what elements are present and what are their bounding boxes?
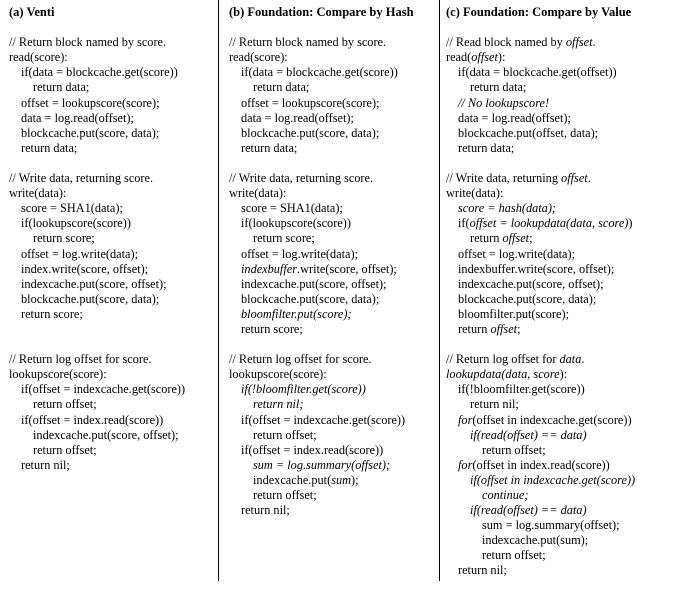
blank-line — [9, 337, 215, 352]
code-line — [229, 216, 436, 231]
code-segment: data = log.read(offset); — [458, 110, 571, 125]
code-line — [229, 367, 436, 382]
code-segment: bloomfilter.put(score); — [241, 306, 352, 321]
code-segment: data = log.read(offset); — [241, 110, 354, 125]
code-line — [9, 126, 215, 141]
code-segment: lookupscore(score): — [9, 367, 107, 382]
blank-line — [9, 322, 215, 337]
code-line — [446, 35, 679, 50]
code-segment: offset = lookupscore(score); — [21, 95, 160, 110]
code-line — [9, 352, 215, 367]
code-line — [446, 201, 679, 216]
column-divider — [439, 0, 440, 581]
code-segment: if(lookupscore(score)) — [241, 216, 351, 231]
code-segment: return data; — [253, 80, 310, 95]
code-line — [446, 65, 679, 80]
code-line — [9, 35, 215, 50]
code-line — [446, 186, 679, 201]
code-segment: // Read block named by — [446, 35, 566, 50]
code-segment: score = hash(data); — [458, 201, 557, 216]
code-segment: indexcache.put(score, offset); — [33, 427, 179, 442]
code-segment: read(score): — [9, 50, 68, 65]
code-line — [229, 50, 436, 65]
code-lines — [9, 20, 215, 473]
code-segment: lookupdata(data, score — [446, 367, 560, 382]
code-segment: // Write data, returning score. — [9, 171, 154, 186]
code-line — [229, 428, 436, 443]
code-segment: return offset; — [33, 397, 97, 412]
code-segment: . — [587, 171, 591, 186]
code-line — [446, 563, 679, 578]
code-line — [229, 247, 436, 262]
code-segment: score = SHA1(data); — [21, 201, 123, 216]
code-segment: if(offset = indexcache.get(score)) — [21, 382, 186, 397]
code-segment: indexcache.put( — [253, 472, 332, 487]
code-segment: . — [592, 35, 596, 50]
code-segment: read(score): — [229, 50, 288, 65]
code-segment: ; — [517, 321, 521, 336]
code-line — [446, 262, 679, 277]
code-line — [446, 518, 679, 533]
blank-line — [229, 20, 436, 35]
code-segment: offset — [565, 35, 593, 50]
code-line — [446, 277, 679, 292]
code-line — [229, 473, 436, 488]
code-segment: offset = log.write(data); — [21, 246, 139, 261]
code-segment: offset = log.write(data); — [458, 246, 576, 261]
code-segment: return offset; — [253, 488, 317, 502]
code-line — [446, 352, 679, 367]
code-segment: offset — [471, 50, 498, 65]
code-line — [9, 231, 215, 246]
code-line — [229, 292, 436, 307]
code-segment: sum = log.summary(offset); — [482, 518, 620, 533]
code-line — [9, 458, 215, 473]
column-foundation-compare-by-value — [446, 5, 679, 579]
code-line — [229, 65, 436, 80]
code-line — [446, 413, 679, 428]
code-segment: // Return block named by score. — [229, 35, 387, 50]
code-line — [446, 96, 679, 111]
code-segment: if(lookupscore(score)) — [21, 216, 131, 231]
code-segment: data = log.read(offset); — [21, 110, 134, 125]
code-line — [9, 443, 215, 458]
column-venti — [9, 5, 215, 473]
code-line — [9, 367, 215, 382]
code-line — [229, 322, 436, 337]
code-line — [446, 126, 679, 141]
code-line — [229, 231, 436, 246]
code-segment: indexcache.put(score, offset); — [458, 276, 604, 291]
code-line — [9, 201, 215, 216]
code-segment: return — [458, 321, 491, 336]
code-segment: sum = log.summary(offset); — [253, 457, 391, 472]
code-segment: if(read(offset) == data) — [470, 427, 587, 442]
code-line — [446, 111, 679, 126]
code-line — [229, 382, 436, 397]
code-segment: return score; — [241, 321, 303, 336]
code-segment: // No lookupscore! — [458, 95, 550, 110]
code-segment: // Return log offset for score. — [229, 352, 372, 367]
code-line — [229, 352, 436, 367]
code-segment: if(offset = index.read(score)) — [241, 442, 384, 457]
blank-line — [446, 337, 679, 352]
code-segment: // Return log offset for score. — [9, 352, 152, 367]
code-segment: return offset; — [482, 442, 546, 457]
code-segment: ): — [559, 367, 568, 382]
code-line — [446, 292, 679, 307]
column-divider — [218, 0, 219, 581]
code-segment: offset — [490, 321, 518, 336]
code-line — [229, 126, 436, 141]
code-segment: if(!bloomfilter.get(score)) — [458, 382, 585, 397]
code-line — [9, 413, 215, 428]
code-lines — [446, 20, 679, 578]
code-line — [229, 201, 436, 216]
code-segment: return score; — [21, 306, 83, 321]
code-segment: return score; — [253, 231, 315, 246]
code-segment: read( — [446, 50, 472, 65]
code-segment: . — [581, 352, 585, 367]
code-line — [446, 458, 679, 473]
code-line — [229, 458, 436, 473]
code-segment: // Write data, returning — [446, 171, 562, 186]
code-line — [9, 96, 215, 111]
code-segment: ) — [628, 216, 633, 231]
code-segment: offset — [502, 231, 530, 246]
code-segment: if( — [458, 216, 470, 231]
code-line — [9, 65, 215, 80]
code-line — [446, 428, 679, 443]
code-line — [446, 367, 679, 382]
code-line — [229, 80, 436, 95]
code-segment: .write(score, offset); — [297, 261, 397, 276]
code-line — [229, 35, 436, 50]
code-segment: if(offset = indexcache.get(score)) — [241, 412, 406, 427]
code-segment: if(data = blockcache.get(score)) — [241, 65, 398, 80]
code-segment: offset — [561, 171, 588, 186]
code-line — [229, 141, 436, 156]
code-line — [9, 277, 215, 292]
code-segment: offset = log.write(data); — [241, 246, 359, 261]
code-line — [446, 80, 679, 95]
code-line — [9, 292, 215, 307]
code-segment: if(offset in indexcache.get(score)) — [470, 472, 636, 487]
code-segment: blockcache.put(score, data); — [21, 125, 160, 140]
code-segment: ); — [351, 472, 359, 487]
code-line — [229, 413, 436, 428]
code-line — [446, 307, 679, 322]
code-line — [446, 397, 679, 412]
code-segment: blockcache.put(score, data); — [241, 291, 380, 306]
code-segment: return score; — [33, 231, 95, 246]
code-line — [229, 503, 436, 518]
column-title-compare-by-hash: (b) Foundation: Compare by Hash — [229, 5, 414, 19]
code-line — [9, 171, 215, 186]
code-segment: if(!bloomfilter.get(score)) — [241, 382, 366, 397]
code-line — [9, 216, 215, 231]
code-line — [9, 186, 215, 201]
code-segment: index.write(score, offset); — [21, 261, 149, 276]
code-line — [9, 428, 215, 443]
code-segment: // Return block named by score. — [9, 35, 167, 50]
blank-line — [446, 156, 679, 171]
code-line — [446, 247, 679, 262]
code-line — [446, 533, 679, 548]
code-line — [446, 141, 679, 156]
code-line — [229, 96, 436, 111]
code-segment: return offset; — [253, 427, 317, 442]
code-segment: return nil; — [21, 457, 70, 472]
code-line — [229, 186, 436, 201]
code-line — [229, 443, 436, 458]
code-segment: blockcache.put(offset, data); — [458, 125, 599, 140]
code-segment: offset = lookupdata(data, score) — [469, 216, 629, 231]
code-segment: indexcache.put(sum); — [482, 533, 589, 548]
code-line — [446, 443, 679, 458]
code-line — [9, 80, 215, 95]
code-line — [229, 262, 436, 277]
code-segment: data — [559, 352, 582, 367]
code-segment: write(data): — [9, 186, 67, 201]
code-line — [229, 171, 436, 186]
code-segment: lookupscore(score): — [229, 367, 327, 382]
column-foundation-compare-by-hash — [229, 5, 436, 518]
code-segment: score = SHA1(data); — [241, 201, 343, 216]
code-segment: for — [458, 412, 473, 427]
blank-line — [9, 20, 215, 35]
code-segment: bloomfilter.put(score); — [458, 306, 569, 321]
code-segment: offset = lookupscore(score); — [241, 95, 380, 110]
code-line — [446, 548, 679, 563]
blank-line — [446, 20, 679, 35]
code-segment: indexcache.put(score, offset); — [21, 276, 167, 291]
code-segment: if(read(offset) == data) — [470, 503, 587, 518]
code-segment: // Return log offset for — [446, 352, 560, 367]
blank-line — [9, 156, 215, 171]
code-segment: // Write data, returning score. — [229, 171, 374, 186]
code-line — [229, 111, 436, 126]
code-line — [9, 397, 215, 412]
code-line — [9, 382, 215, 397]
code-segment: return offset; — [482, 548, 546, 563]
code-segment: blockcache.put(score, data); — [241, 125, 380, 140]
code-line — [446, 216, 679, 231]
column-title-compare-by-value: (c) Foundation: Compare by Value — [446, 5, 632, 19]
code-segment: return data; — [33, 80, 90, 95]
code-segment: write(data): — [229, 186, 287, 201]
code-segment: return offset; — [33, 442, 97, 457]
code-segment: continue; — [482, 488, 529, 502]
code-line — [229, 307, 436, 322]
code-lines — [229, 20, 436, 518]
code-segment: write(data): — [446, 186, 504, 201]
code-segment: blockcache.put(score, data); — [21, 291, 160, 306]
code-segment: (offset in index.read(score)) — [472, 457, 610, 472]
blank-line — [229, 337, 436, 352]
code-segment: return nil; — [241, 503, 290, 518]
blank-line — [229, 156, 436, 171]
code-segment: if(offset = index.read(score)) — [21, 412, 164, 427]
code-segment: return nil; — [458, 563, 507, 578]
code-segment: return — [470, 231, 503, 246]
code-line — [9, 141, 215, 156]
code-segment: ): — [497, 50, 506, 65]
code-line — [229, 277, 436, 292]
code-segment: sum — [331, 472, 352, 487]
code-segment: (offset in indexcache.get(score)) — [472, 412, 632, 427]
code-line — [229, 397, 436, 412]
code-segment: return nil; — [470, 397, 519, 412]
code-line — [9, 247, 215, 262]
code-line — [446, 50, 679, 65]
code-line — [446, 382, 679, 397]
code-segment: return data; — [241, 140, 298, 155]
code-segment: indexbuffer.write(score, offset); — [458, 261, 615, 276]
code-segment: if(data = blockcache.get(offset)) — [458, 65, 617, 80]
code-segment: indexbuffer — [241, 261, 298, 276]
code-line — [229, 488, 436, 503]
code-line — [446, 231, 679, 246]
code-segment: return data; — [458, 140, 515, 155]
code-line — [446, 488, 679, 503]
code-line — [446, 473, 679, 488]
column-title-venti: (a) Venti — [9, 5, 55, 19]
code-line — [9, 111, 215, 126]
code-segment: indexcache.put(score, offset); — [241, 276, 387, 291]
code-segment: ; — [529, 231, 533, 246]
code-segment: for — [458, 457, 473, 472]
code-segment: return nil; — [253, 397, 304, 412]
code-line — [446, 171, 679, 186]
code-segment: blockcache.put(score, data); — [458, 291, 597, 306]
code-line — [9, 262, 215, 277]
code-line — [9, 307, 215, 322]
code-line — [446, 503, 679, 518]
code-line — [446, 322, 679, 337]
code-segment: return data; — [470, 80, 527, 95]
code-segment: if(data = blockcache.get(score)) — [21, 65, 178, 80]
code-segment: return data; — [21, 140, 78, 155]
code-line — [9, 50, 215, 65]
